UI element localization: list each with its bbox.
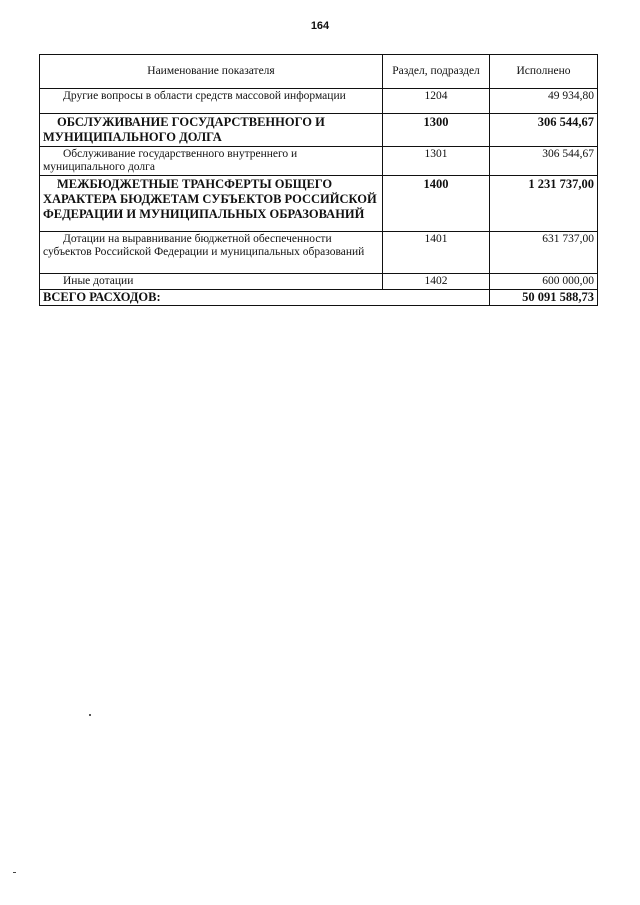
page-number: 164: [310, 20, 330, 32]
header-value: Исполнено: [490, 55, 598, 89]
row-name: Обслуживание государственного внутреннего и муниципального долга: [40, 147, 383, 176]
row-value: 306 544,67: [490, 147, 598, 176]
row-value: 306 544,67: [490, 114, 598, 147]
total-value: 50 091 588,73: [490, 290, 598, 306]
row-value: 49 934,80: [490, 89, 598, 114]
total-label: ВСЕГО РАСХОДОВ:: [40, 290, 490, 306]
row-value: 600 000,00: [490, 274, 598, 290]
row-code: 1400: [383, 176, 490, 232]
row-name: Дотации на выравнивание бюджетной обеспеченности субъектов Российской Федерации и муниципальных образований: [40, 232, 383, 274]
header-code: Раздел, подраздел: [383, 55, 490, 89]
scan-mark: [13, 872, 16, 873]
row-code: 1401: [383, 232, 490, 274]
table-row: [40, 274, 598, 290]
row-name: МЕЖБЮДЖЕТНЫЕ ТРАНСФЕРТЫ ОБЩЕГО ХАРАКТЕРА БЮДЖЕТАМ СУБЪЕКТОВ РОССИЙСКОЙ ФЕДЕРАЦИИ И МУНИЦИПАЛЬНЫХ ОБРАЗОВАНИЙ: [40, 176, 383, 232]
table-row-section: [40, 114, 598, 147]
row-value: 631 737,00: [490, 232, 598, 274]
table-row-section: [40, 176, 598, 232]
row-code: 1204: [383, 89, 490, 114]
table-header-row: [40, 55, 598, 89]
expenditure-table: [39, 54, 598, 306]
row-name: Другие вопросы в области средств массовой информации: [40, 89, 383, 114]
row-value: 1 231 737,00: [490, 176, 598, 232]
table-row: [40, 89, 598, 114]
table-total-row: [40, 290, 598, 306]
table-row: [40, 147, 598, 176]
scan-speck: [89, 714, 91, 716]
row-name: Иные дотации: [40, 274, 383, 290]
table-row: [40, 232, 598, 274]
row-name: ОБСЛУЖИВАНИЕ ГОСУДАРСТВЕННОГО И МУНИЦИПАЛЬНОГО ДОЛГА: [40, 114, 383, 147]
row-code: 1402: [383, 274, 490, 290]
row-code: 1300: [383, 114, 490, 147]
header-name: Наименование показателя: [40, 55, 383, 89]
row-code: 1301: [383, 147, 490, 176]
